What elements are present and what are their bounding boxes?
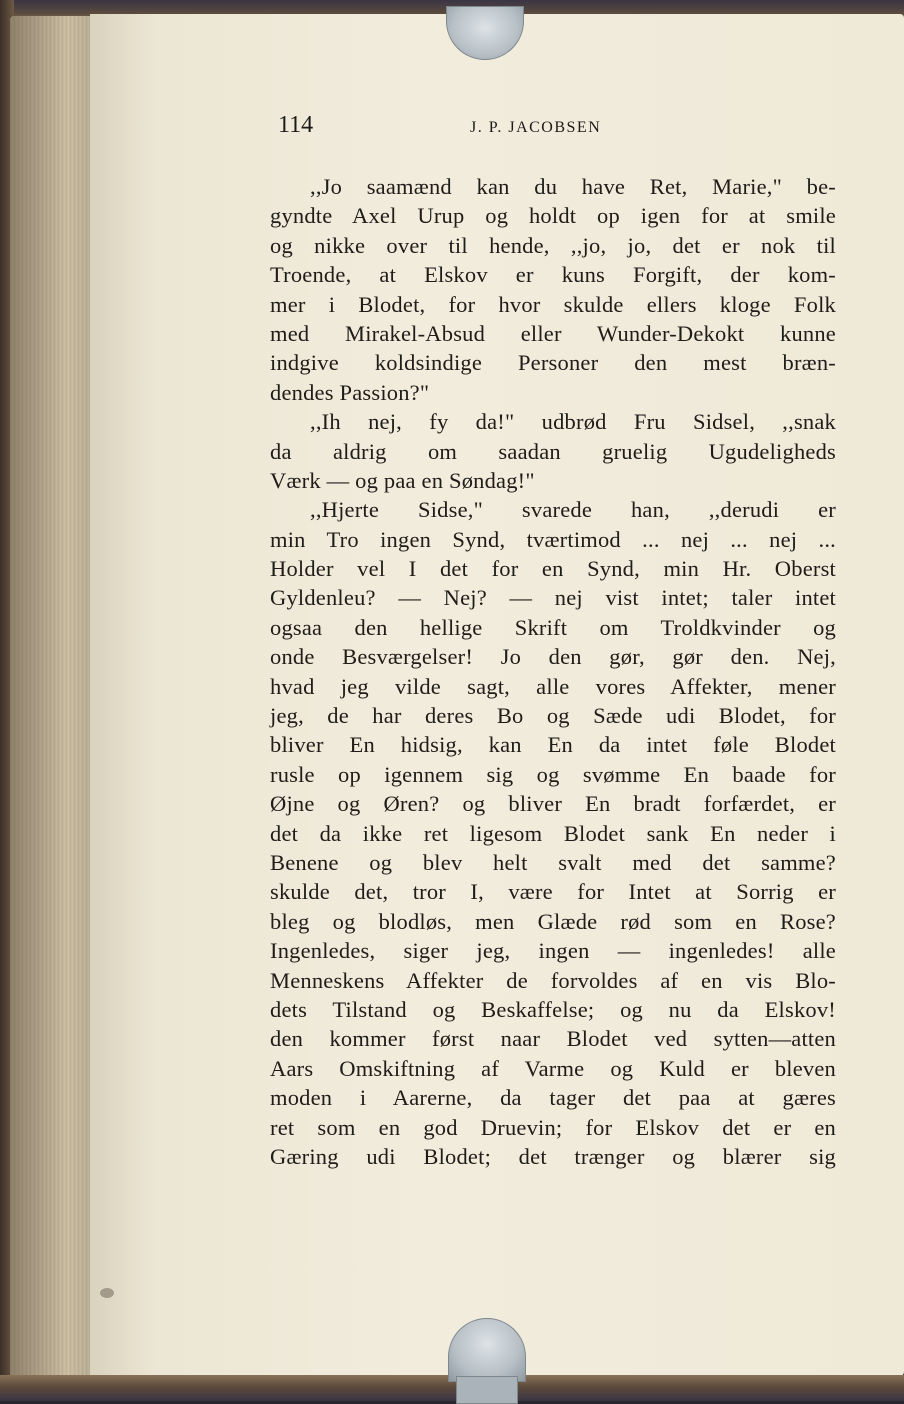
- page-number: 114: [278, 112, 314, 138]
- text-line: moden i Aarerne, da tager det paa at gæres: [270, 1085, 836, 1111]
- text-line: ogsaa den hellige Skrift om Troldkvinder og: [270, 614, 836, 640]
- text-line: bliver En hidsig, kan En da intet føle Blodet: [270, 732, 836, 758]
- text-line: med Mirakel-Absud eller Wunder-Dekokt kunne: [270, 320, 836, 346]
- text-line: Troende, at Elskov er kuns Forgift, der kom-: [270, 262, 836, 288]
- text-line: jeg, de har deres Bo og Sæde udi Blodet, for: [270, 703, 836, 729]
- text-line: indgive koldsindige Personer den mest bræn-: [270, 350, 836, 376]
- text-line: den kommer først naar Blodet ved sytten—atten: [270, 1026, 836, 1052]
- body-text: [270, 172, 836, 1171]
- text-line: gyndte Axel Urup og holdt op igen for at smile: [270, 203, 836, 229]
- text-line: bleg og blodløs, men Glæde rød som en Rose?: [270, 908, 836, 934]
- page-stack-shadow: [10, 16, 92, 1380]
- text-line: det da ikke ret ligesom Blodet sank En neder i: [270, 820, 836, 846]
- text-line: min Tro ingen Synd, tværtimod ... nej ... nej ...: [270, 526, 836, 552]
- text-line: skulde det, tror I, være for Intet at Sorrig er: [270, 879, 836, 905]
- text-line: mer i Blodet, for hvor skulde ellers kloge Folk: [270, 291, 836, 317]
- page-clip-bottom-stem: [456, 1376, 518, 1404]
- text-line: rusle op igennem sig og svømme En baade for: [270, 761, 836, 787]
- text-line: ret som en god Druevin; for Elskov det er en: [270, 1114, 836, 1140]
- running-head: J. P. JACOBSEN: [470, 119, 602, 136]
- text-line: Aars Omskiftning af Varme og Kuld er bleven: [270, 1055, 836, 1081]
- text-line: Gæring udi Blodet; det trænger og blærer sig: [270, 1143, 836, 1169]
- text-line: og nikke over til hende, ,,jo, jo, det er nok til: [270, 232, 836, 258]
- page-header: [278, 112, 838, 146]
- text-line: da aldrig om saadan gruelig Ugudeligheds: [270, 438, 836, 464]
- text-line: Benene og blev helt svalt med det samme?: [270, 849, 836, 875]
- text-line: Øjne og Øren? og bliver En bradt forfærdet, er: [270, 791, 836, 817]
- text-line: dendes Passion?": [270, 379, 430, 405]
- text-line: ,,Hjerte Sidse," svarede han, ,,derudi er: [310, 497, 836, 523]
- text-line: Menneskens Affekter de forvoldes af en vis Blo-: [270, 967, 836, 993]
- text-line: Holder vel I det for en Synd, min Hr. Oberst: [270, 556, 836, 582]
- text-line: dets Tilstand og Beskaffelse; og nu da Elskov!: [270, 996, 836, 1022]
- text-line: Ingenledes, siger jeg, ingen — ingenledes! alle: [270, 938, 836, 964]
- text-line: hvad jeg vilde sagt, alle vores Affekter, mener: [270, 673, 836, 699]
- page-stain: [100, 1288, 114, 1298]
- text-line: Værk — og paa en Søndag!": [270, 467, 535, 493]
- text-line: Gyldenleu? — Nej? — nej vist intet; taler intet: [270, 585, 836, 611]
- text-line: ,,Ih nej, fy da!" udbrød Fru Sidsel, ,,snak: [310, 409, 836, 435]
- text-line: onde Besværgelser! Jo den gør, gør den. Nej,: [270, 644, 836, 670]
- text-line: ,,Jo saamænd kan du have Ret, Marie," be-: [310, 174, 836, 199]
